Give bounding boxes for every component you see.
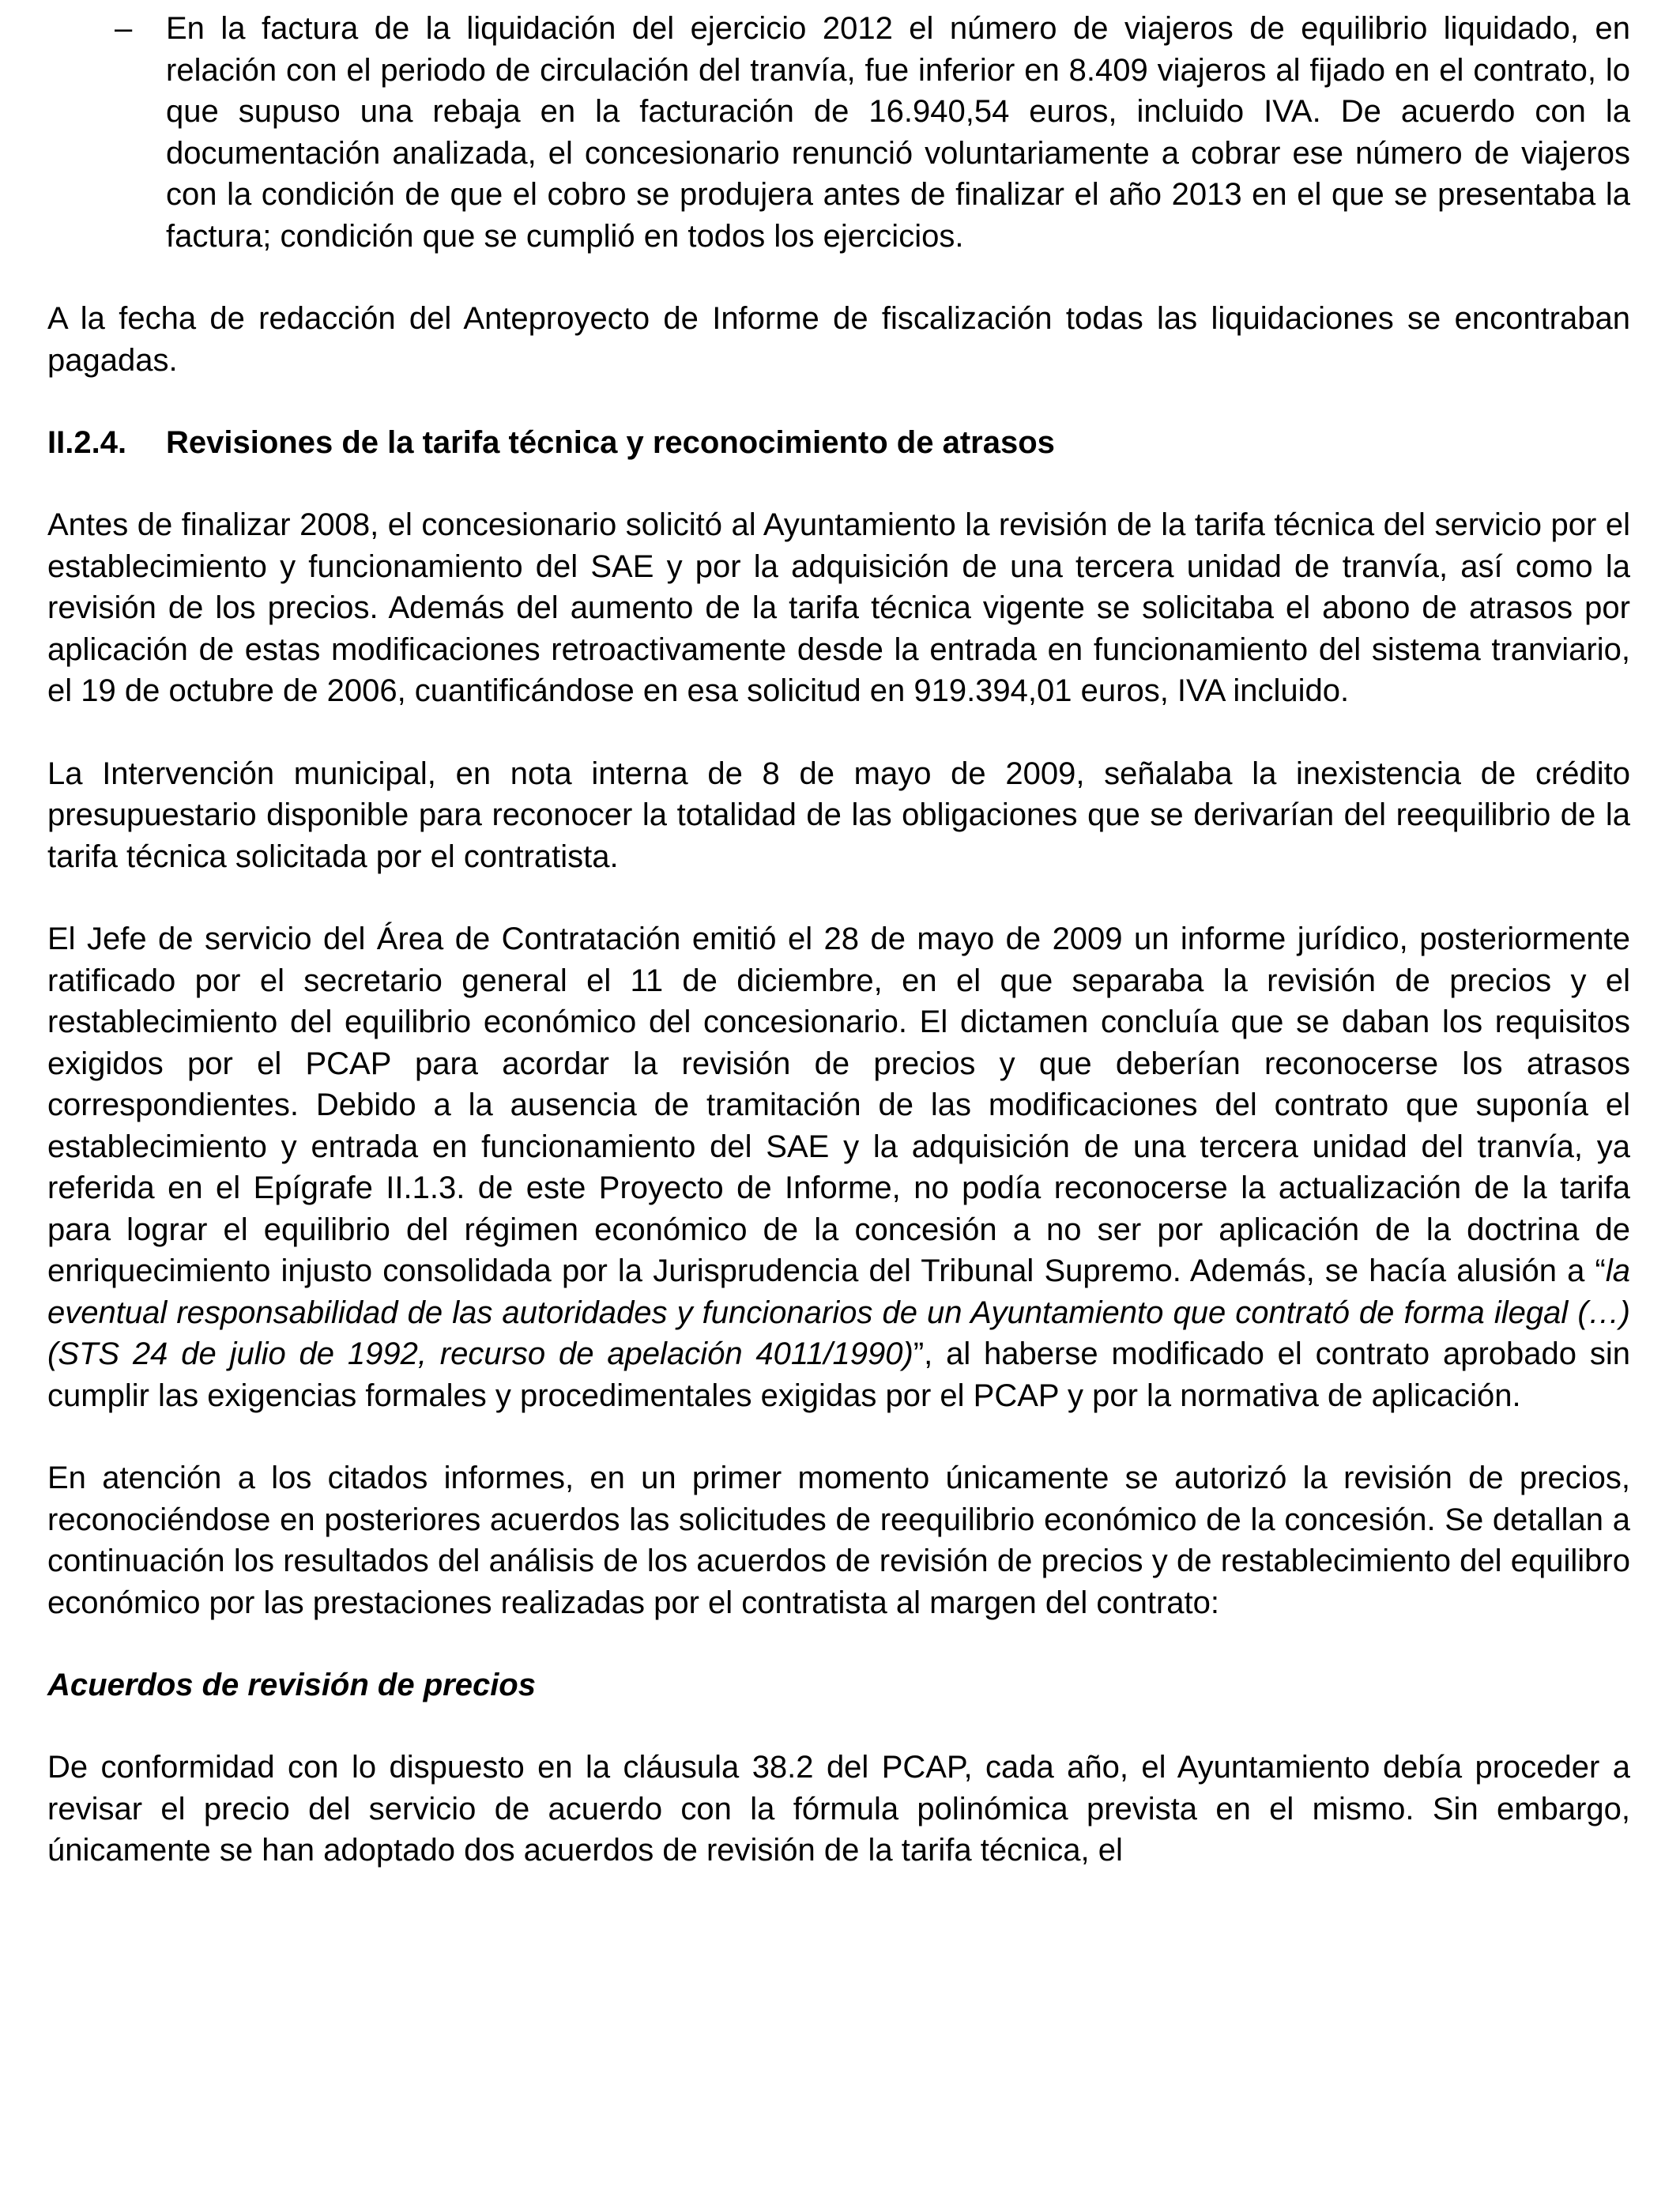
informe-quote: la eventual responsabilidad de las autoridades y funcionarios de un Ayuntamiento que contrató de forma ilegal (…)(STS 24 de julio de 1992, recurso de apelación 4011/1990): [47, 1253, 1630, 1371]
paragraph-conformidad: De conformidad con lo dispuesto en la cláusula 38.2 del PCAP, cada año, el Ayuntamiento debía proceder a revisar el precio del servicio de acuerdo con la fórmula polinómica prevista en el mismo. Sin embargo, únicamente se han adoptado dos acuerdos de revisión de la tarifa técnica, el: [47, 1750, 1630, 1868]
list-dash-marker: –: [115, 11, 133, 46]
paragraph-intervencion-municipal: La Intervención municipal, en nota interna de 8 de mayo de 2009, señalaba la inexistencia de crédito presupuestario disponible para reconocer la totalidad de las obligaciones que se derivarían del reequilibrio de la tarifa técnica solicitada por el contratista.: [47, 756, 1630, 874]
list-item: [47, 8, 1630, 257]
paragraph-atencion-informes: En atención a los citados informes, en un primer momento únicamente se autorizó la revisión de precios, reconociéndose en posteriores acuerdos las solicitudes de reequilibrio económico de la concesión. Se detallan a continuación los resultados del análisis de los acuerdos de revisión de precios y de restablecimiento del equilibro económico por las prestaciones realizadas por el contratista al margen del contrato:: [47, 1461, 1630, 1620]
section-heading: [47, 422, 1630, 463]
paragraph-liquidaciones-pagadas: A la fecha de redacción del Anteproyecto de Informe de fiscalización todas las liquidaciones se encontraban pagadas.: [47, 301, 1630, 378]
subheading-acuerdos-revision: Acuerdos de revisión de precios: [47, 1668, 536, 1702]
section-number: II.2.4.: [47, 425, 127, 460]
paragraph-informe-juridico: [47, 918, 1630, 1416]
bullet-paragraph: En la factura de la liquidación del ejercicio 2012 el número de viajeros de equilibrio liquidado, en relación con el periodo de circulación del tranvía, fue inferior en 8.409 viajeros al fijado en el contrato, lo que supuso una rebaja en la facturación de 16.940,54 euros, incluido IVA. De acuerdo con la documentación analizada, el concesionario renunció voluntariamente a cobrar ese número de viajeros con la condición de que el cobro se produjera antes de finalizar el año 2013 en el que se presentaba la factura; condición que se cumplió en todos los ejercicios.: [166, 11, 1630, 254]
document-page: [47, 8, 1630, 1872]
informe-text-part1: El Jefe de servicio del Área de Contratación emitió el 28 de mayo de 2009 un informe jurídico, posteriormente ratificado por el secretario general el 11 de diciembre, en el que separaba la revisión de precios y el restablecimiento del equilibrio económico del concesionario. El dictamen concluía que se daban los requisitos exigidos por el PCAP para acordar la revisión de precios y que deberían reconocerse los atrasos correspondientes. Debido a la ausencia de tramitación de las modificaciones del contrato que suponía el establecimiento y entrada en funcionamiento del SAE y la adquisición de una tercera unidad del tranvía, ya referida en el Epígrafe II.1.3. de este Proyecto de Informe, no podía reconocerse la actualización de la tarifa para lograr el equilibrio del régimen económico de la concesión a no ser por aplicación de la doctrina de enriquecimiento injusto consolidada por la Jurisprudencia del Tribunal Supremo. Además, se hacía alusión a “: [47, 922, 1630, 1288]
section-title: Revisiones de la tarifa técnica y reconocimiento de atrasos: [166, 425, 1055, 460]
informe-text-part2: ”, al haberse modificado el contrato aprobado sin cumplir las exigencias formales y procedimentales exigidas por el PCAP y por la normativa de aplicación.: [47, 1336, 1630, 1413]
paragraph-solicitud-revision: Antes de finalizar 2008, el concesionario solicitó al Ayuntamiento la revisión de la tarifa técnica del servicio por el establecimiento y funcionamiento del SAE y por la adquisición de una tercera unidad de tranvía, así como la revisión de los precios. Además del aumento de la tarifa técnica vigente se solicitaba el abono de atrasos por aplicación de estas modificaciones retroactivamente desde la entrada en funcionamiento del sistema tranviario, el 19 de octubre de 2006, cuantificándose en esa solicitud en 919.394,01 euros, IVA incluido.: [47, 507, 1630, 708]
